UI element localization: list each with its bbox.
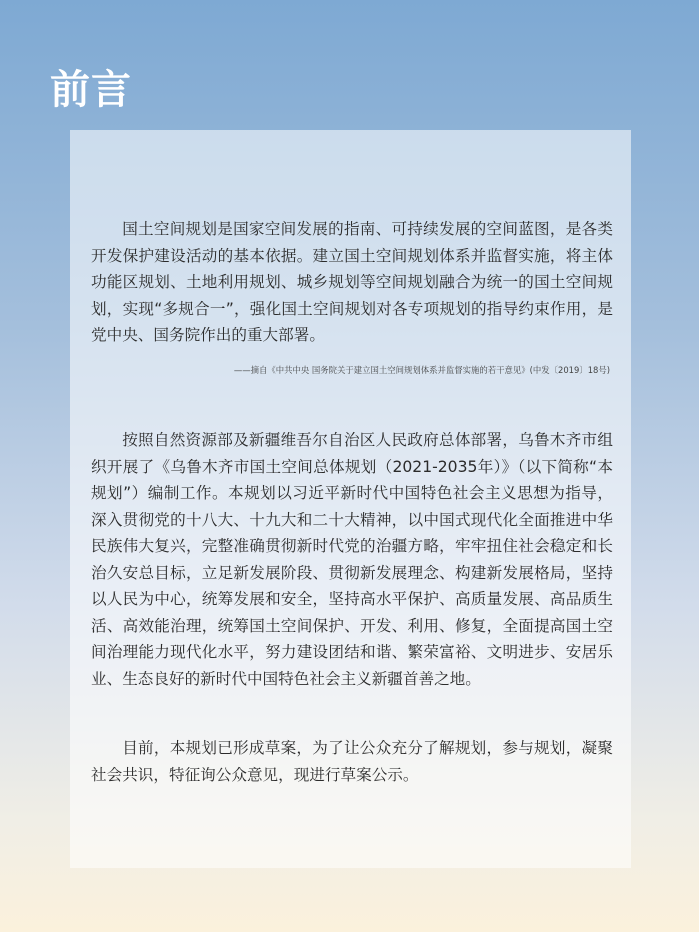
content-panel (70, 130, 631, 868)
public-notice-paragraph: 目前，本规划已形成草案，为了让公众充分了解规划，参与规划，凝聚社会共识，特征询公众意见，现进行草案公示。 (91, 739, 613, 784)
plan-background-paragraph: 按照自然资源部及新疆维吾尔自治区人民政府总体部署，乌鲁木齐市组织开展了《乌鲁木齐市国土空间总体规划（2021-2035年）》（以下简称“本规划”）编制工作。本规划以习近平新时代中国特色社会主义思想为指导，深入贯彻党的十八大、十九大和二十大精神，以中国式现代化全面推进中华民族伟大复兴，完整准确贯彻新时代党的治疆方略，牢牢扭住社会稳定和长治久安总目标，立足新发展阶段、贯彻新发展理念、构建新发展格局，坚持以人民为中心，统筹发展和安全，坚持高水平保护、高质量发展、高品质生活、高效能治理，统筹国土空间保护、开发、利用、修复，全面提高国土空间治理能力现代化水平，努力建设团结和谐、繁荣富裕、文明进步、安居乐业、生态良好的新时代中国特色社会主义新疆首善之地。 (91, 431, 613, 688)
citation-source: ——摘自《中共中央 国务院关于建立国土空间规划体系并监督实施的若干意见》(中发〔2019〕18号) (233, 365, 610, 375)
intro-paragraph: 国土空间规划是国家空间发展的指南、可持续发展的空间蓝图，是各类开发保护建设活动的基本依据。建立国土空间规划体系并监督实施，将主体功能区规划、土地利用规划、城乡规划等空间规划融合为统一的国土空间规划，实现“多规合一”，强化国土空间规划对各专项规划的指导约束作用，是党中央、国务院作出的重大部署。 (91, 220, 613, 344)
page-title: 前言 (50, 67, 132, 113)
